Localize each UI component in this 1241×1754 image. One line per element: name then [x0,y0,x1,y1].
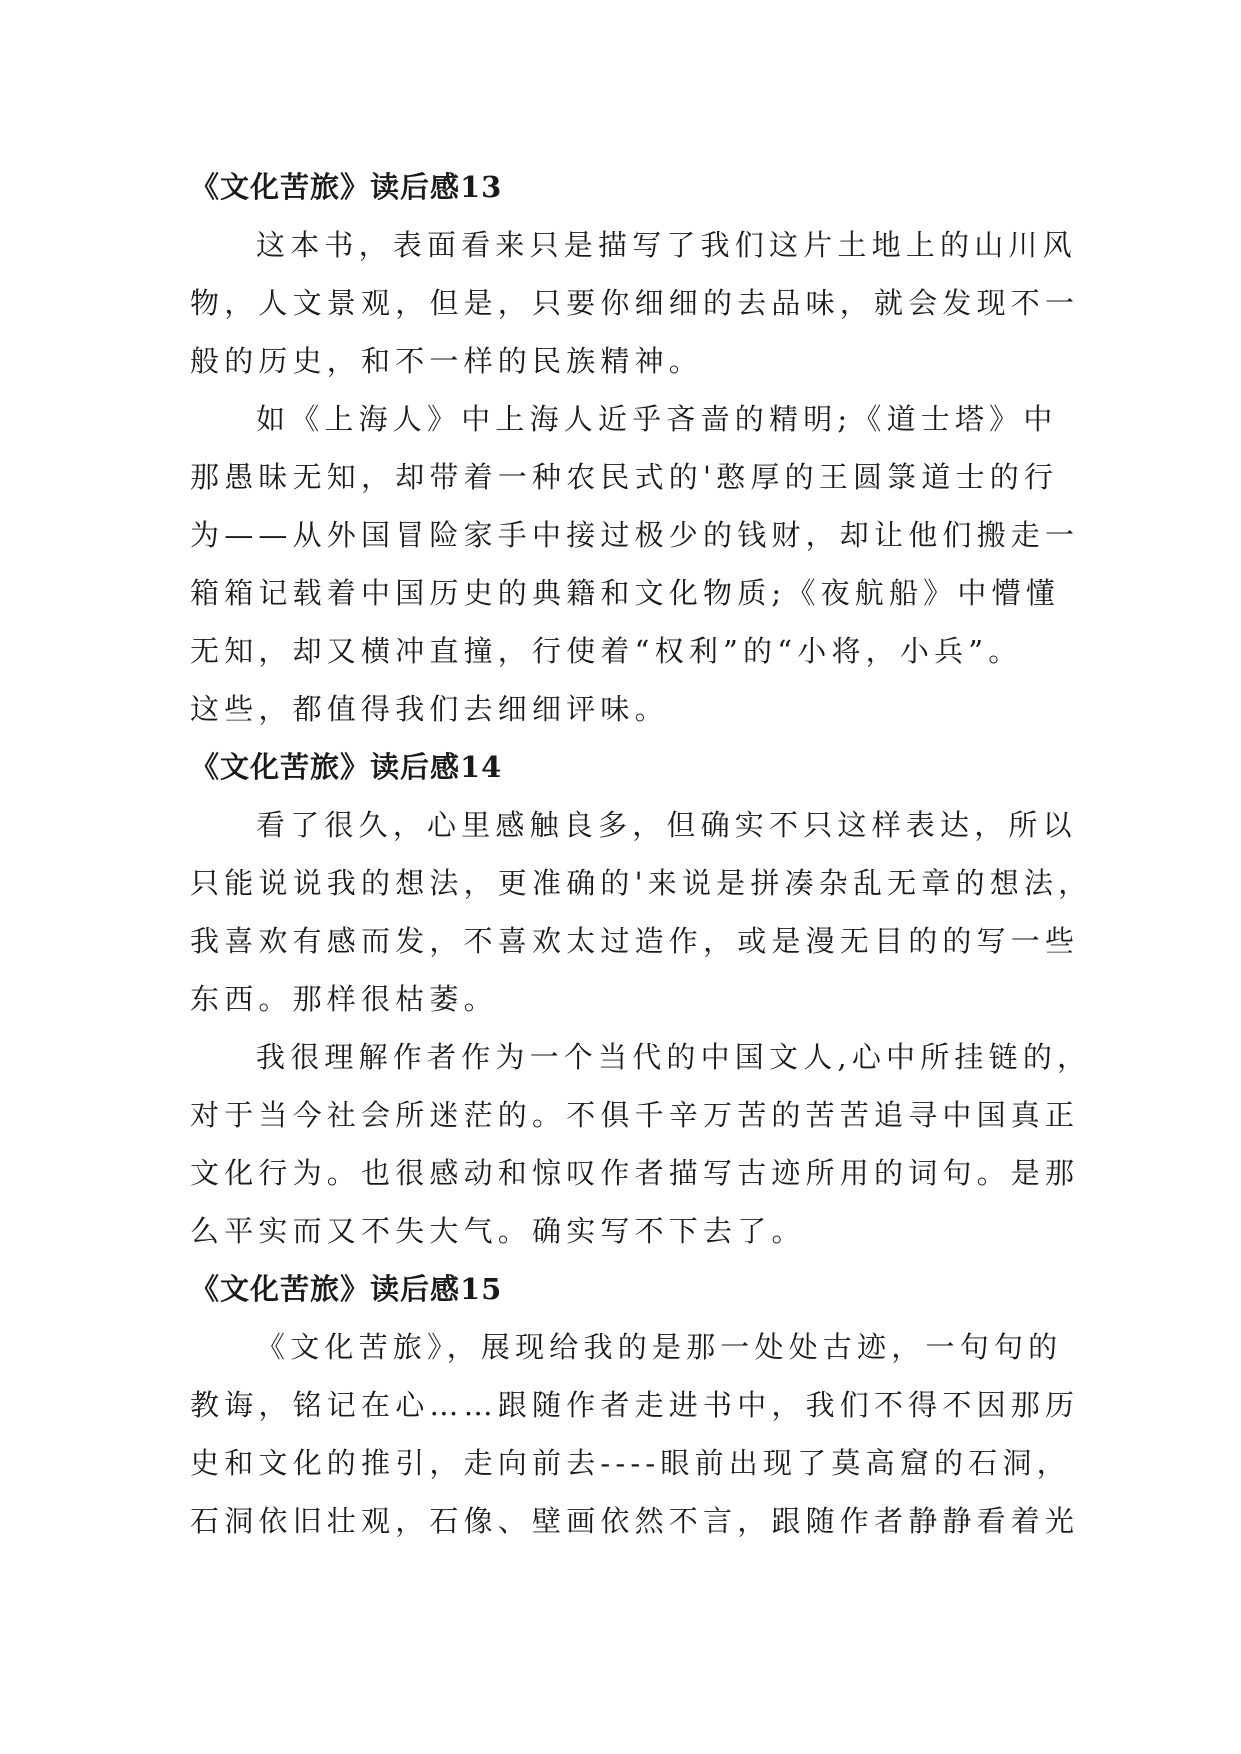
text-line: 箱箱记载着中国历史的典籍和文化物质;《夜航船》中懵懂 [190,576,1060,610]
text-line: 这本书，表面看来只是描写了我们这片土地上的山川风 [256,228,1077,262]
text-line: 这些，都值得我们去细细评味。 [190,692,669,726]
text-line: 看了很久，心里感触良多，但确实不只这样表达，所以 [256,808,1077,842]
text-line: 我喜欢有感而发，不喜欢太过造作，或是漫无目的的写一些 [190,924,1080,958]
section-title: 《文化苦旅》读后感14 [190,750,503,784]
section-title: 《文化苦旅》读后感13 [190,170,503,204]
text-line: 无知，却又横冲直撞，行使着“权利”的“小将，小兵”。 [190,634,1023,668]
paragraph [190,390,1080,738]
text-line: 般的历史，和不一样的民族精神。 [190,344,704,378]
text-line: 么平实而又不失大气。确实写不下去了。 [190,1214,806,1248]
text-line: 只能说说我的想法，更准确的'来说是拼凑杂乱无章的想法， [190,866,1093,900]
text-line: 物，人文景观，但是，只要你细细的去品味，就会发现不一 [190,286,1080,320]
text-line: 如《上海人》中上海人近乎吝啬的精明;《道士塔》中 [256,402,1058,436]
text-line: 教诲，铭记在心……跟随作者走进书中，我们不得不因那历 [190,1388,1080,1422]
text-line: 石洞依旧壮观，石像、壁画依然不言，跟随作者静静看着光 [190,1504,1080,1538]
document-page [190,158,1093,1550]
paragraph [190,216,1080,390]
text-line: 为——从外国冒险家手中接过极少的钱财，却让他们搬走一 [190,518,1080,552]
text-line: 对于当今社会所迷茫的。不俱千辛万苦的苦苦追寻中国真正 [190,1098,1080,1132]
text-line: 史和文化的推引，走向前去----眼前出现了莫高窟的石洞， [190,1446,1071,1480]
text-line: 我很理解作者作为一个当代的中国文人,心中所挂链的， [256,1040,1092,1074]
paragraph [190,1318,1080,1550]
text-line: 文化行为。也很感动和惊叹作者描写古迹所用的词句。是那 [190,1156,1080,1190]
section-title: 《文化苦旅》读后感15 [190,1272,503,1306]
text-line: 《文化苦旅》，展现给我的是那一处处古迹，一句句的 [256,1330,1063,1364]
paragraph [190,796,1093,1028]
text-line: 东西。那样很枯萎。 [190,982,498,1016]
text-line: 那愚昧无知，却带着一种农民式的'憨厚的王圆箓道士的行 [190,460,1059,494]
paragraph [190,1028,1092,1260]
